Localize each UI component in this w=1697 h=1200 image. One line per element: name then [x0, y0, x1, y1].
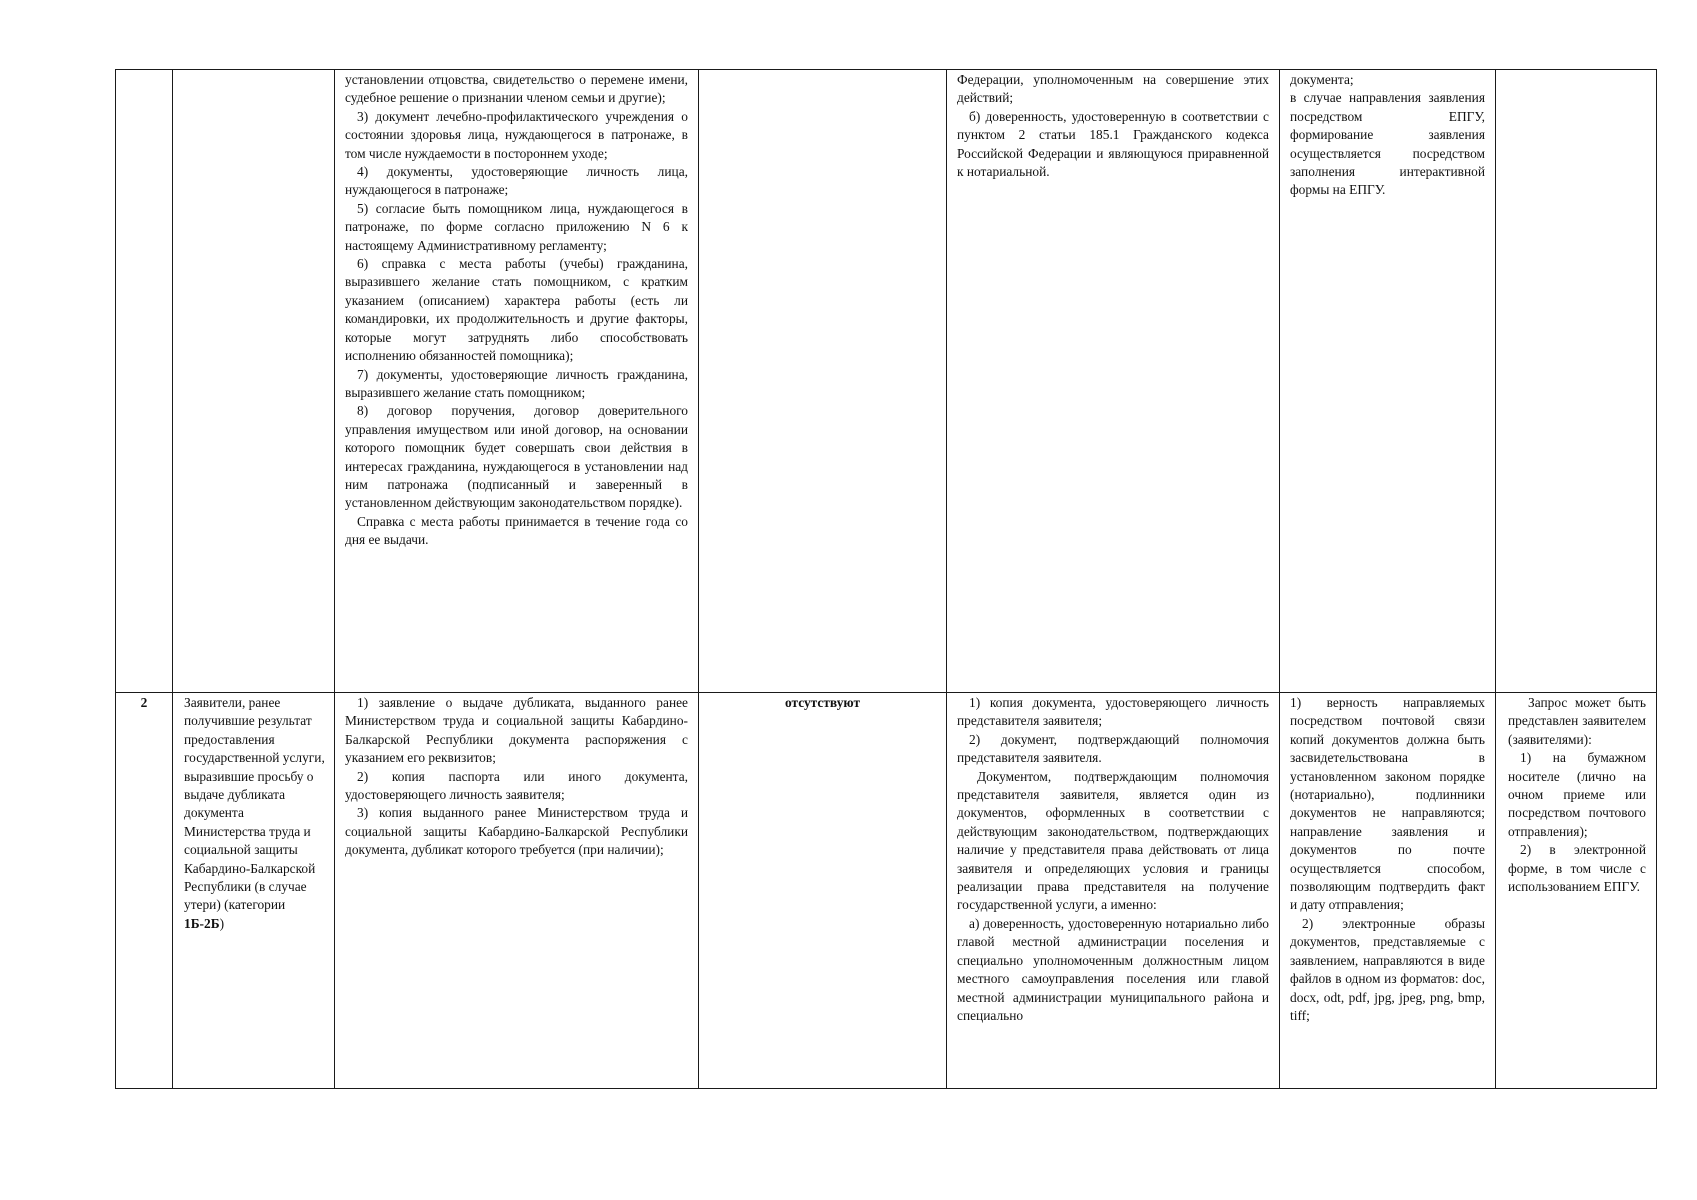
row1-representative-cell [947, 70, 1280, 693]
row1-col3-para: 3) документ лечебно-профилактического учреждения о состоянии здоровья лица, нуждающегося в патронаже, в том числе нуждаемости в постороннем уходе; [345, 108, 688, 161]
row1-submission-cell [1496, 70, 1657, 693]
applicant-category: 1Б-2Б [184, 915, 220, 931]
applicant-close: ) [219, 915, 225, 931]
row1-col6-para: в случае направления заявления посредством ЕПГУ, формирование заявления осуществляется посредством заполнения интерактивной формы на ЕПГУ. [1290, 90, 1485, 198]
row1-col3-para: 8) договор поручения, договор доверительного управления имуществом или иной договор, на основании которого помощник будет совершать свои действия в интересах гражданина, нуждающегося в установлении над ним патронажа (подписанный и заверенный в установленном действующим законодательством порядке). [345, 403, 688, 511]
row1-col3-para: 7) документы, удостоверяющие личность гражданина, выразившего желание стать помощником; [345, 366, 688, 400]
row2-col5-para: Документом, подтверждающим полномочия представителя заявителя, является один из документов, оформленных в соответствии с действующим законодательством, подтверждающих наличие у представителя права действовать от лица заявителя и определяющих условия и границы реализации права представителя на получение государственной услуги, а именно: [957, 768, 1269, 913]
row1-col3-para: 4) документы, удостоверяющие личность лица, нуждающегося в патронаже; [345, 164, 688, 198]
row1-col6-para: документа; [1290, 72, 1354, 87]
table-row [116, 70, 1657, 693]
table-row [116, 693, 1657, 1089]
row1-col5-para: б) доверенность, удостоверенную в соответствии с пунктом 2 статьи 185.1 Гражданского кодекса Российской Федерации и являющуюся приравненной к нотариальной. [957, 108, 1269, 180]
row2-submission-cell [1496, 693, 1657, 1089]
row1-documents-cell [335, 70, 699, 693]
row1-number-cell [116, 70, 173, 693]
row1-requirements-cell [1280, 70, 1496, 693]
row2-col7-para: 1) на бумажном носителе (лично на очном приеме или посредством почтового отправления); [1508, 750, 1646, 839]
row2-interagency-cell: отсутствуют [699, 693, 947, 1089]
row2-number-cell: 2 [116, 693, 173, 1089]
row2-col3-para: 2) копия паспорта или иного документа, удостоверяющего личность заявителя; [345, 768, 688, 803]
row1-col3-para: 6) справка с места работы (учебы) гражданина, выразившего желание стать помощником, с кратким указанием (описанием) характера работы (есть ли командировки, их продолжительность и другие факторы, которые могут затруднять либо способствовать исполнению обязанностей помощника); [345, 256, 688, 364]
row1-col3-para: Справка с места работы принимается в течение года со дня ее выдачи. [345, 513, 688, 548]
row2-applicant-cell [173, 693, 335, 1089]
applicant-text: Заявители, ранее получившие результат предоставления государственной услуги, выразившие просьбу о выдаче дубликата документа Министерства труда и социальной защиты Кабардино-Балкарской Республики (в случае утери) (категории [184, 695, 325, 913]
row1-col3-para: установлении отцовства, свидетельство о перемене имени, судебное решение о признании членом семьи и другие); [345, 72, 688, 106]
document-table [115, 69, 1657, 1089]
row1-col5-para: Федерации, уполномоченным на совершение этих действий; [957, 72, 1269, 106]
row2-col5-para: 1) копия документа, удостоверяющего личность представителя заявителя; [957, 695, 1269, 729]
row2-col6-para: 2) электронные образы документов, представляемые с заявлением, направляются в виде файлов в одном из форматов: doc, docx, odt, pdf, jpg, jpeg, png, bmp, tiff; [1290, 915, 1485, 1023]
row2-col5-para: а) доверенность, удостоверенную нотариально либо главой местной администрации поселения и специально уполномоченным должностным лицом местного самоуправления поселения или главой местной администрации муниципального района и специально [957, 915, 1269, 1023]
row2-requirements-cell [1280, 693, 1496, 1089]
row2-col5-para: 2) документ, подтверждающий полномочия представителя заявителя. [957, 731, 1269, 766]
row2-col7-para: 2) в электронной форме, в том числе с использованием ЕПГУ. [1508, 842, 1646, 895]
row2-documents-cell [335, 693, 699, 1089]
row1-interagency-cell [699, 70, 947, 693]
row2-col7-para: Запрос может быть представлен заявителем (заявителями): [1508, 695, 1646, 747]
row2-representative-cell [947, 693, 1280, 1089]
row2-col3-para: 1) заявление о выдаче дубликата, выданного ранее Министерством труда и социальной защиты Кабардино-Балкарской Республики документа распоряжения с указанием его реквизитов; [345, 695, 688, 766]
row2-col3-para: 3) копия выданного ранее Министерством труда и социальной защиты Кабардино-Балкарской Республики документа, дубликат которого требуется (при наличии); [345, 805, 688, 858]
row1-col3-para: 5) согласие быть помощником лица, нуждающегося в патронаже, по форме согласно приложению N 6 к настоящему Административному регламенту; [345, 200, 688, 253]
row2-col6-para: 1) верность направляемых посредством почтовой связи копий документов должна быть засвидетельствована в установленном законом порядке (нотариально), подлинники документов не направляются; направление заявления и документов по почте осуществляется способом, позволяющим подтвердить факт и дату отправления; [1290, 695, 1485, 913]
row1-applicant-cell [173, 70, 335, 693]
